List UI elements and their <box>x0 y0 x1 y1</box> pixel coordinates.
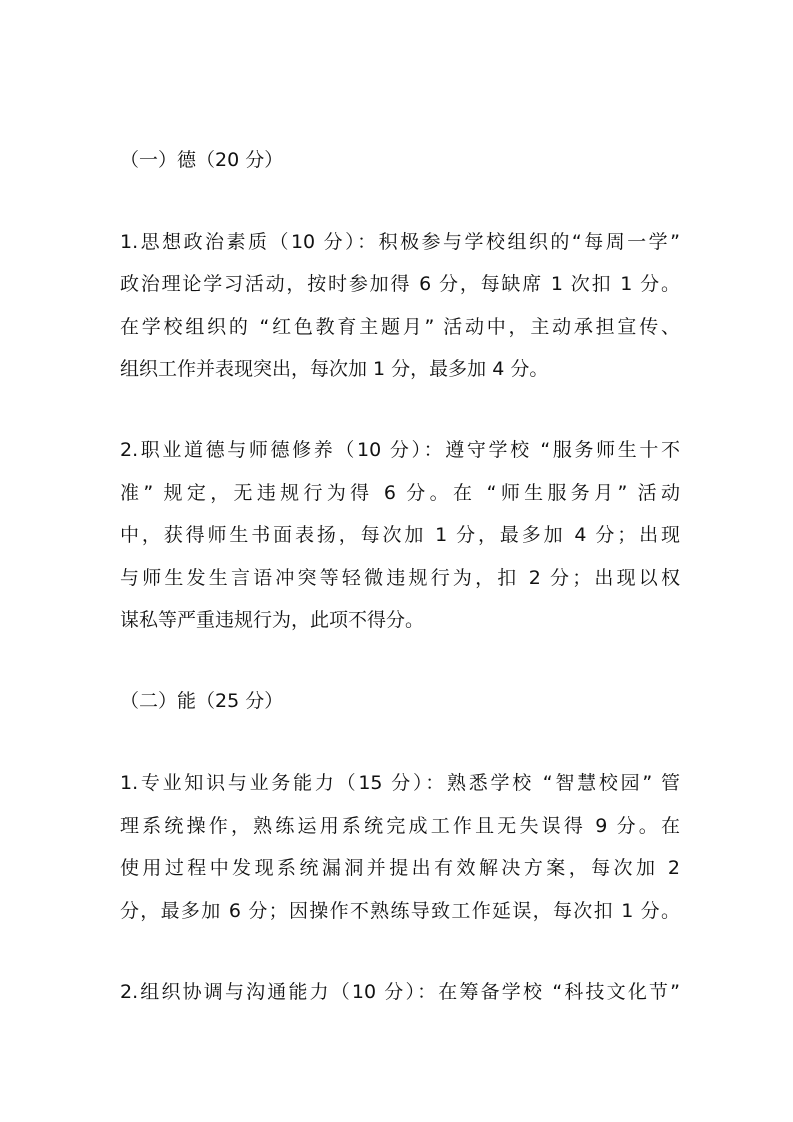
section-heading-virtue: （一）德（20 分） <box>120 149 284 171</box>
paragraph-line: 分，最多加 6 分；因操作不熟练导致工作延误，每次扣 1 分。 <box>120 900 680 922</box>
paragraph-line: 2.职业道德与师德修养（10 分）：遵守学校 “服务师生十不 <box>120 439 680 461</box>
paragraph-line: 与师生发生言语冲突等轻微违规行为，扣 2 分；出现以权 <box>120 567 680 589</box>
paragraph-line: 1.专业知识与业务能力（15 分）：熟悉学校 “智慧校园” 管 <box>120 772 680 794</box>
paragraph-line: 1.思想政治素质（10 分）：积极参与学校组织的“每周一学” <box>120 231 680 253</box>
section-heading-ability: （二）能（25 分） <box>120 690 284 712</box>
paragraph-line: 中，获得师生书面表扬，每次加 1 分，最多加 4 分；出现 <box>120 524 680 546</box>
paragraph-line: 组织工作并表现突出，每次加 1 分，最多加 4 分。 <box>120 358 549 380</box>
paragraph-line: 准” 规定，无违规行为得 6 分。在 “师生服务月” 活动 <box>120 482 680 504</box>
paragraph-line: 政治理论学习活动，按时参加得 6 分，每缺席 1 次扣 1 分。 <box>120 273 680 295</box>
paragraph-line: 在学校组织的 “红色教育主题月” 活动中，主动承担宣传、 <box>120 316 680 338</box>
paragraph-line: 谋私等严重违规行为，此项不得分。 <box>120 609 425 631</box>
paragraph-line: 2.组织协调与沟通能力（10 分）：在筹备学校 “科技文化节” <box>120 981 680 1003</box>
paragraph-line: 使用过程中发现系统漏洞并提出有效解决方案，每次加 2 <box>120 857 680 879</box>
paragraph-line: 理系统操作，熟练运用系统完成工作且无失误得 9 分。在 <box>120 815 680 837</box>
